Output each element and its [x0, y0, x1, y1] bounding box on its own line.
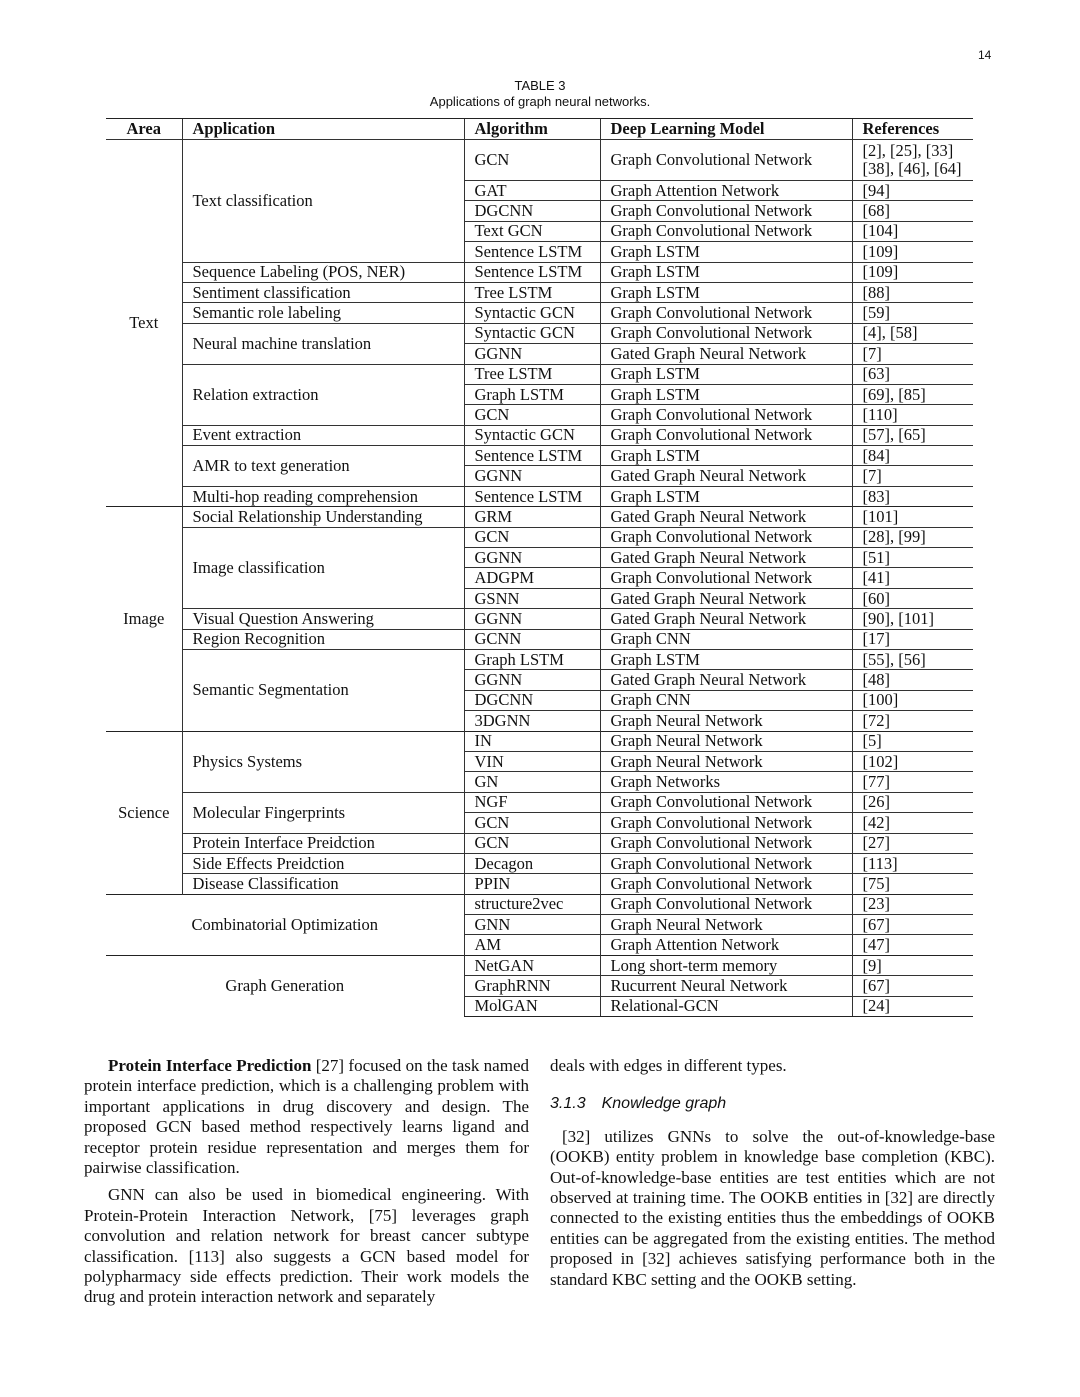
application-cell: Neural machine translation [182, 323, 464, 364]
application-cell: Sequence Labeling (POS, NER) [182, 262, 464, 282]
model-cell: Graph LSTM [600, 384, 852, 404]
algorithm-cell: Decagon [464, 853, 600, 873]
model-cell: Graph Attention Network [600, 181, 852, 201]
paragraph: deals with edges in different types. [550, 1056, 787, 1075]
model-cell: Gated Graph Neural Network [600, 609, 852, 629]
algorithm-cell: Sentence LSTM [464, 486, 600, 506]
model-cell: Gated Graph Neural Network [600, 344, 852, 364]
header-model: Deep Learning Model [600, 119, 852, 140]
table-row [106, 425, 973, 445]
table-row [106, 446, 973, 466]
model-cell: Graph Convolutional Network [600, 425, 852, 445]
model-cell: Graph LSTM [600, 364, 852, 384]
application-cell: Combinatorial Optimization [106, 894, 464, 955]
model-cell: Gated Graph Neural Network [600, 670, 852, 690]
application-cell: Protein Interface Preidction [182, 833, 464, 853]
table-row [106, 649, 973, 669]
model-cell: Graph LSTM [600, 262, 852, 282]
references-cell: [7] [852, 344, 973, 364]
model-cell: Graph LSTM [600, 282, 852, 302]
paragraph-lead: Protein Interface Prediction [108, 1056, 312, 1075]
references-cell: [77] [852, 772, 973, 792]
references-cell: [90], [101] [852, 609, 973, 629]
header-area: Area [106, 119, 182, 140]
references-cell: [41] [852, 568, 973, 588]
references-cell: [113] [852, 853, 973, 873]
algorithm-cell: Tree LSTM [464, 282, 600, 302]
references-cell: [69], [85] [852, 384, 973, 404]
model-cell: Graph LSTM [600, 446, 852, 466]
algorithm-cell: Sentence LSTM [464, 262, 600, 282]
table-label: TABLE 3 [514, 78, 566, 93]
references-cell: [63] [852, 364, 973, 384]
references-line: [2], [25], [33] [862, 141, 954, 160]
table-row [106, 629, 973, 649]
references-cell: [94] [852, 181, 973, 201]
algorithm-cell: GGNN [464, 609, 600, 629]
references-cell: [27] [852, 833, 973, 853]
table-row [106, 527, 973, 547]
references-cell: [75] [852, 874, 973, 894]
algorithm-cell: MolGAN [464, 996, 600, 1016]
references-cell: [17] [852, 629, 973, 649]
model-cell: Graph Convolutional Network [600, 201, 852, 221]
model-cell: Long short-term memory [600, 955, 852, 975]
table-row [106, 894, 973, 914]
algorithm-cell: Sentence LSTM [464, 446, 600, 466]
references-cell: [26] [852, 792, 973, 812]
model-cell: Graph Convolutional Network [600, 140, 852, 181]
algorithm-cell: IN [464, 731, 600, 751]
references-line: [38], [46], [64] [862, 159, 962, 178]
references-cell: [51] [852, 548, 973, 568]
references-cell [852, 140, 973, 181]
references-cell: [109] [852, 262, 973, 282]
model-cell: Graph Convolutional Network [600, 894, 852, 914]
model-cell: Graph Neural Network [600, 915, 852, 935]
references-cell: [23] [852, 894, 973, 914]
algorithm-cell: Syntactic GCN [464, 425, 600, 445]
model-cell: Graph Convolutional Network [600, 833, 852, 853]
references-cell: [68] [852, 201, 973, 221]
algorithm-cell: GRM [464, 507, 600, 527]
model-cell: Graph Convolutional Network [600, 221, 852, 241]
application-cell: Semantic role labeling [182, 303, 464, 323]
algorithm-cell: VIN [464, 751, 600, 771]
model-cell: Graph LSTM [600, 242, 852, 262]
references-cell: [28], [99] [852, 527, 973, 547]
references-cell: [102] [852, 751, 973, 771]
table-row [106, 731, 973, 751]
area-cell: Science [106, 731, 182, 894]
references-cell: [60] [852, 588, 973, 608]
algorithm-cell: GCN [464, 140, 600, 181]
application-cell: Relation extraction [182, 364, 464, 425]
references-cell: [104] [852, 221, 973, 241]
application-cell: Sentiment classification [182, 282, 464, 302]
references-cell: [72] [852, 711, 973, 731]
paragraph: GNN can also be used in biomedical engineering. With Protein-Protein Interaction Network, [75] leverages graph convolution and relation network for breast cancer subtype classification. [113] also suggests a GCN based model for polypharmacy side effects prediction. Their work models the drug and protein interaction network and separately [84, 1185, 529, 1307]
table-header-row [106, 119, 973, 140]
algorithm-cell: GSNN [464, 588, 600, 608]
model-cell: Graph Networks [600, 772, 852, 792]
header-algorithm: Algorithm [464, 119, 600, 140]
application-cell: AMR to text generation [182, 446, 464, 487]
model-cell: Graph Convolutional Network [600, 568, 852, 588]
references-cell: [88] [852, 282, 973, 302]
references-cell: [101] [852, 507, 973, 527]
right-column [550, 1056, 995, 1297]
application-cell: Disease Classification [182, 874, 464, 894]
references-cell: [55], [56] [852, 649, 973, 669]
application-cell: Event extraction [182, 425, 464, 445]
references-cell: [59] [852, 303, 973, 323]
references-cell: [110] [852, 405, 973, 425]
algorithm-cell: PPIN [464, 874, 600, 894]
algorithm-cell: GCN [464, 833, 600, 853]
section-heading [550, 1094, 995, 1114]
application-cell: Molecular Fingerprints [182, 792, 464, 833]
table-row [106, 282, 973, 302]
table-row [106, 262, 973, 282]
table-row [106, 364, 973, 384]
table-row [106, 853, 973, 873]
model-cell: Graph CNN [600, 629, 852, 649]
model-cell: Graph LSTM [600, 649, 852, 669]
algorithm-cell: Graph LSTM [464, 649, 600, 669]
table-caption [0, 78, 1080, 110]
model-cell: Graph Convolutional Network [600, 853, 852, 873]
application-cell: Social Relationship Understanding [182, 507, 464, 527]
algorithm-cell: GCNN [464, 629, 600, 649]
references-cell: [83] [852, 486, 973, 506]
application-cell: Physics Systems [182, 731, 464, 792]
references-cell: [109] [852, 242, 973, 262]
references-cell: [84] [852, 446, 973, 466]
section-title: Knowledge graph [601, 1095, 727, 1113]
model-cell: Relational-GCN [600, 996, 852, 1016]
table-row [106, 609, 973, 629]
algorithm-cell: GGNN [464, 466, 600, 486]
model-cell: Graph Neural Network [600, 731, 852, 751]
model-cell: Gated Graph Neural Network [600, 588, 852, 608]
application-cell: Region Recognition [182, 629, 464, 649]
references-cell: [5] [852, 731, 973, 751]
model-cell: Graph Convolutional Network [600, 303, 852, 323]
model-cell: Graph Convolutional Network [600, 813, 852, 833]
applications-table [106, 118, 973, 1017]
table-row [106, 486, 973, 506]
application-cell: Image classification [182, 527, 464, 609]
application-cell: Visual Question Answering [182, 609, 464, 629]
model-cell: Gated Graph Neural Network [600, 548, 852, 568]
algorithm-cell: NGF [464, 792, 600, 812]
references-cell: [67] [852, 976, 973, 996]
paragraph: [32] utilizes GNNs to solve the out-of-knowledge-base (OOKB) entity problem in knowledge base completion (KBC). Out-of-knowledge-base entities are test entities which are not observed at training time. The OOKB entities in [32] are directly connected to the existing entities thus the embeddings of OOKB entities can be aggregated from the existing entities. The method proposed in [32] achieves satisfying performance both in the standard KBC setting and the OOKB setting. [550, 1126, 995, 1289]
references-cell: [9] [852, 955, 973, 975]
algorithm-cell: GGNN [464, 344, 600, 364]
model-cell: Graph Convolutional Network [600, 323, 852, 343]
references-cell: [47] [852, 935, 973, 955]
left-column [84, 1056, 529, 1315]
table-row [106, 323, 973, 343]
model-cell: Graph Neural Network [600, 711, 852, 731]
algorithm-cell: GCN [464, 813, 600, 833]
paragraph [84, 1056, 529, 1178]
table-body [106, 140, 973, 1017]
algorithm-cell: GGNN [464, 670, 600, 690]
model-cell: Graph CNN [600, 690, 852, 710]
table-row [106, 507, 973, 527]
algorithm-cell: GN [464, 772, 600, 792]
header-application: Application [182, 119, 464, 140]
area-cell: Image [106, 507, 182, 731]
references-cell: [48] [852, 670, 973, 690]
model-cell: Graph Convolutional Network [600, 527, 852, 547]
model-cell: Graph Neural Network [600, 751, 852, 771]
algorithm-cell: ADGPM [464, 568, 600, 588]
header-references: References [852, 119, 973, 140]
table-row [106, 792, 973, 812]
algorithm-cell: GGNN [464, 548, 600, 568]
algorithm-cell: Syntactic GCN [464, 323, 600, 343]
references-cell: [100] [852, 690, 973, 710]
table-row [106, 303, 973, 323]
references-cell: [67] [852, 915, 973, 935]
algorithm-cell: NetGAN [464, 955, 600, 975]
application-cell: Graph Generation [106, 955, 464, 1016]
model-cell: Graph Convolutional Network [600, 405, 852, 425]
model-cell: Gated Graph Neural Network [600, 466, 852, 486]
algorithm-cell: Graph LSTM [464, 384, 600, 404]
table-row [106, 955, 973, 975]
application-cell: Text classification [182, 140, 464, 263]
algorithm-cell: Tree LSTM [464, 364, 600, 384]
model-cell: Graph Convolutional Network [600, 874, 852, 894]
application-cell: Multi-hop reading comprehension [182, 486, 464, 506]
algorithm-cell: 3DGNN [464, 711, 600, 731]
table-row [106, 140, 973, 181]
table-row [106, 833, 973, 853]
model-cell: Graph Convolutional Network [600, 792, 852, 812]
references-cell: [4], [58] [852, 323, 973, 343]
algorithm-cell: structure2vec [464, 894, 600, 914]
application-cell: Semantic Segmentation [182, 649, 464, 731]
algorithm-cell: GCN [464, 527, 600, 547]
section-number: 3.1.3 [550, 1095, 586, 1113]
algorithm-cell: Text GCN [464, 221, 600, 241]
page-number: 14 [978, 48, 992, 62]
algorithm-cell: GAT [464, 181, 600, 201]
model-cell: Graph Attention Network [600, 935, 852, 955]
table-row [106, 874, 973, 894]
algorithm-cell: GCN [464, 405, 600, 425]
references-cell: [57], [65] [852, 425, 973, 445]
algorithm-cell: AM [464, 935, 600, 955]
algorithm-cell: GNN [464, 915, 600, 935]
paragraph-text: [27] focused on the task named protein interface prediction, which is a challenging problem with important applications in drug discovery and design. The proposed GCN based method respectively learns ligand and receptor protein residue representation and merges them for pairwise classification. [84, 1056, 529, 1178]
model-cell: Gated Graph Neural Network [600, 507, 852, 527]
algorithm-cell: DGCNN [464, 690, 600, 710]
algorithm-cell: DGCNN [464, 201, 600, 221]
model-cell: Graph LSTM [600, 486, 852, 506]
references-cell: [42] [852, 813, 973, 833]
application-cell: Side Effects Preidction [182, 853, 464, 873]
algorithm-cell: Sentence LSTM [464, 242, 600, 262]
model-cell: Rucurrent Neural Network [600, 976, 852, 996]
table-title: Applications of graph neural networks. [429, 94, 651, 109]
area-cell: Text [106, 140, 182, 507]
references-cell: [24] [852, 996, 973, 1016]
references-cell: [7] [852, 466, 973, 486]
algorithm-cell: GraphRNN [464, 976, 600, 996]
algorithm-cell: Syntactic GCN [464, 303, 600, 323]
